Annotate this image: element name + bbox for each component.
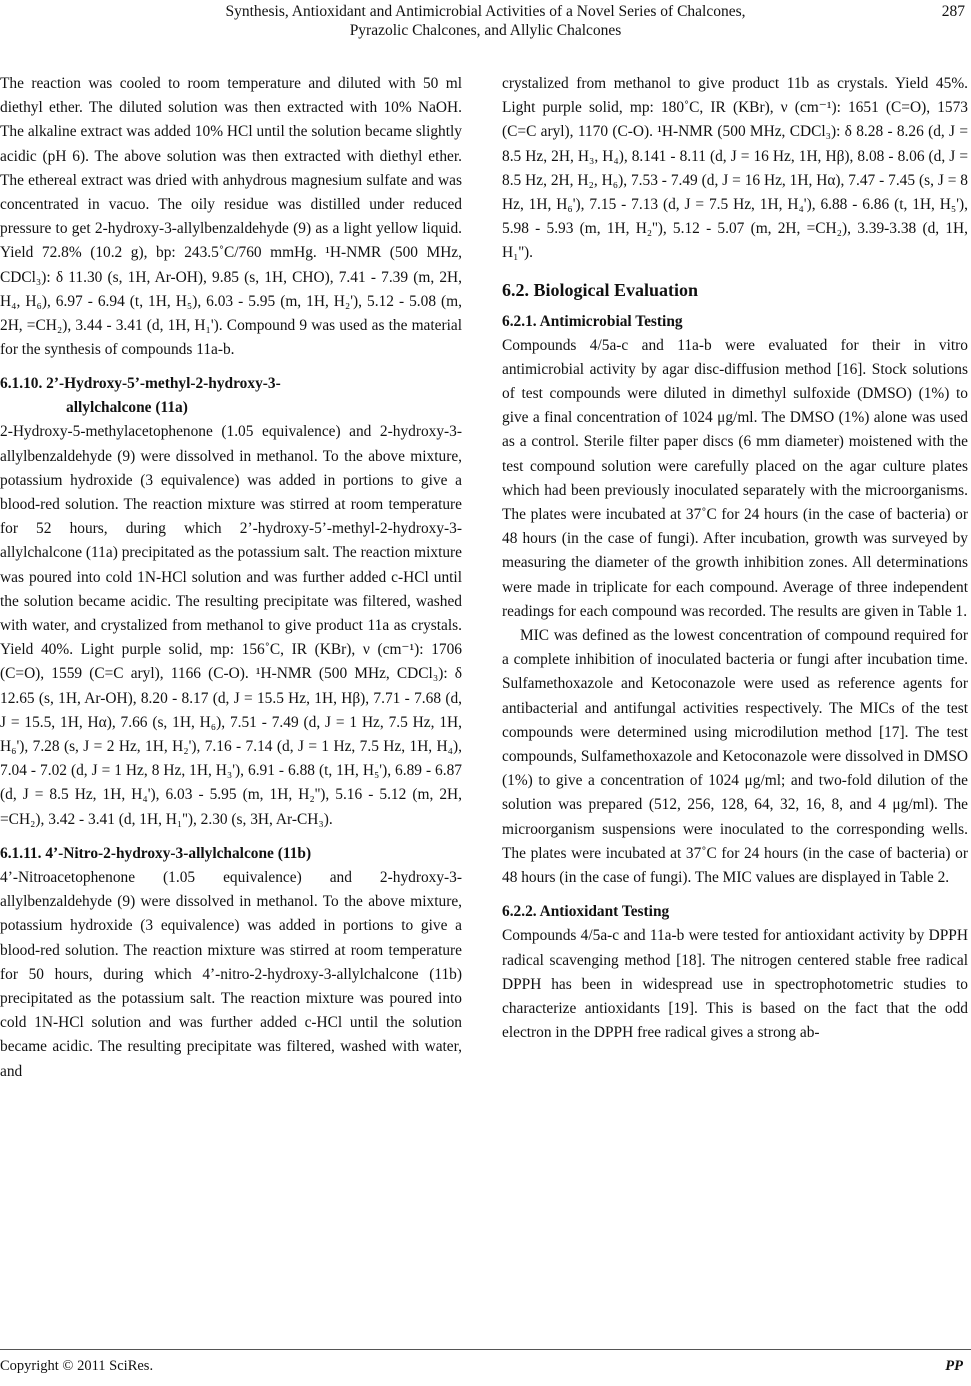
page-number: 287	[941, 3, 965, 20]
running-title-line-1: Synthesis, Antioxidant and Antimicrobial Activities of a Novel Series of Chalcones,	[225, 3, 746, 20]
section-heading-6-2: 6.2. Biological Evaluation	[502, 279, 699, 300]
paragraph-aldehyde-9: The reaction was cooled to room temperature and diluted with 50 ml diethyl ether. The diluted solution was then extracted with 10% NaOH. The alkaline extract was added 10% HCl until the solution became slightly acidic (pH 6). The above solution was then extracted with diethyl ether. The ethereal extract was dried with anhydrous magnesium sulfate and was concentrated in vacuo. The oily residue was distilled under reduced pressure to get 2-hydroxy-3-allylbenzaldehyde (9) as a light yellow liquid. Yield 72.8% (10.2 g), bp: 243.5˚C/760 mmHg. ¹H-NMR (500 MHz, CDCl₃): δ 11.30 (s, 1H, Ar-OH), 9.85 (s, 1H, CHO), 7.41 - 7.39 (m, 2H, H₄, H₆), 6.97 - 6.94 (t, 1H, H₅), 6.03 - 5.95 (m, 1H, H₂'), 5.12 - 5.08 (m, 2H, =CH₂), 3.44 - 3.41 (d, 1H, H₁'). Compound 9 was used as the material for the synthesis of compounds 11a-b.	[0, 75, 462, 359]
section-heading-6-2-2: 6.2.2. Antioxidant Testing	[502, 903, 670, 921]
paragraph-mic-definition: MIC was defined as the lowest concentration of compound required for a complete inhibition of inoculated bacteria or fungi after incubation time. Sulfamethoxazole and Ketoconazole were used as reference agents for antibacterial and antifungal activities respectively. The MICs of the test compounds were determined using microdilution method [17]. The test compounds, Sulfamethoxazole and Ketoconazole were dissolved in DMSO (1%) to give a concentration of 1024 μg/ml; and two-fold dilution of the solution was prepared (512, 256, 128, 64, 32, 16, 8, and 4 μg/ml). The microorganism suspensions were inoculated to the corresponding wells. The plates were incubated at 37˚C for 24 hours (in the case of bacteria) or 48 hours (in the case of fungi). The MIC values are displayed in Table 2.	[502, 627, 968, 887]
paragraph-antimicrobial-testing: Compounds 4/5a-c and 11a-b were evaluated for their in vitro antimicrobial activity by agar disc-diffusion method [16]. Stock solutions of test compounds were diluted in dimethyl sulfoxide (DMSO) (1%) to give a final concentration of 1024 μg/ml. The DMSO (1%) alone was used as a control. Sterile filter paper discs (6 mm diameter) moistened with the test compound solution were carefully placed on the agar culture plates which had been previously inoculated separately with the microorganisms. The plates were incubated at 37˚C for 24 hours (in the case of bacteria) or 48 hours (in the case of fungi). After incubation, growth was surveyed by measuring the diameter of the growth inhibition zones. All determinations were made in triplicate for each compound. Average of three independent readings for each compound was recorded. The results are given in Table 1.	[502, 336, 968, 620]
running-header	[0, 2, 971, 42]
journal-abbreviation: PP	[945, 1358, 963, 1374]
paragraph-chalcone-11a: 2-Hydroxy-5-methylacetophenone (1.05 equivalence) and 2-hydroxy-3-allylbenzaldehyde (9) were dissolved in methanol. To the above mixture, potassium hydroxide (3 equivalence) was added in portions to give a blood-red solution. The reaction mixture was stirred at room temperature for 52 hours, during which 2’-hydroxy-5’-methyl-2-hydroxy-3-allylchalcone (11a) precipitated as the potassium salt. The reaction mixture was poured into cold 1N-HCl solution and was further added c-HCl until the solution became acidic. The resulting precipitate was filtered, washed with water, and crystalized from methanol to give product 11a as crystals. Yield 40%. Light purple solid, mp: 156˚C, IR (KBr), ν (cm⁻¹): 1706 (C=O), 1559 (C=C aryl), 1166 (C-O). ¹H-NMR (500 MHz, CDCl₃): δ 12.65 (s, 1H, Ar-OH), 8.20 - 8.17 (d, J = 15.5 Hz, 1H, Hβ), 7.71 - 7.68 (d, J = 15.5, 1H, Hα), 7.66 (s, 1H, H₆), 7.51 - 7.49 (d, J = 1 Hz, 7.5 Hz, 1H, H₆'), 7.28 (s, J = 2 Hz, 1H, H₂'), 7.16 - 7.14 (d, J = 1 Hz, 7.5 Hz, 1H, H₄), 7.04 - 7.02 (d, J = 1 Hz, 8 Hz, 1H, H₃'), 6.91 - 6.88 (t, 1H, H₅'), 6.89 - 6.87 (d, J = 8.5 Hz, 1H, H₄'), 6.03 - 5.95 (m, 1H, H₂''), 5.16 - 5.12 (m, 2H, =CH₂), 3.42 - 3.41 (d, 1H, H₁''), 2.30 (s, 3H, Ar-CH₃).	[0, 423, 462, 828]
right-column	[502, 72, 968, 1045]
running-title-line-2: Pyrazolic Chalcones, and Allylic Chalcones	[349, 22, 622, 39]
heading-6-1-10-line-2: allylchalcone (11a)	[66, 399, 188, 417]
left-column	[0, 72, 462, 1084]
section-heading-6-2-1: 6.2.1. Antimicrobial Testing	[502, 312, 683, 330]
section-heading-6-1-11: 6.1.11. 4’-Nitro-2-hydroxy-3-allylchalcone (11b)	[0, 844, 312, 862]
paragraph-chalcone-11b: 4’-Nitroacetophenone (1.05 equivalence) and 2-hydroxy-3-allylbenzaldehyde (9) were dissolved in methanol. To the above mixture, potassium hydroxide (3 equivalence) was added in portions to give a blood-red solution. The reaction mixture was stirred at room temperature for 50 hours, during which 4’-nitro-2-hydroxy-3-allylchalcone (11b) precipitated as the potassium salt. The reaction mixture was poured into cold 1N-HCl solution and was further added c-HCl until the solution became acidic. The resulting precipitate was filtered, washed with water, and	[0, 868, 462, 1080]
paragraph-11b-continued: crystalized from methanol to give product 11b as crystals. Yield 45%. Light purple solid, mp: 180˚C, IR (KBr), ν (cm⁻¹): 1651 (C=O), 1573 (C=C aryl), 1170 (C-O). ¹H-NMR (500 MHz, CDCl₃): δ 8.28 - 8.26 (d, J = 8.5 Hz, 2H, H₃, H₄), 8.141 - 8.11 (d, J = 16 Hz, 1H, Hβ), 8.08 - 8.06 (d, J = 8.5 Hz, 2H, H₂, H₆), 7.53 - 7.49 (d, J = 16 Hz, 1H, Hα), 7.47 - 7.45 (s, J = 8 Hz, 1H, H₆'), 7.15 - 7.13 (d, J = 7.5 Hz, 1H, H₄'), 6.88 - 6.86 (t, 1H, H₅'), 5.98 - 5.93 (m, 1H, H₂''), 5.12 - 5.07 (m, 2H, =CH₂), 3.39-3.38 (d, 1H, H₁'').	[502, 75, 968, 262]
copyright-notice: Copyright © 2011 SciRes.	[0, 1358, 154, 1374]
footer-divider	[0, 1349, 971, 1350]
section-heading-6-1-10	[0, 372, 462, 420]
paragraph-antioxidant-testing: Compounds 4/5a-c and 11a-b were tested for antioxidant activity by DPPH radical scavenging method [18]. The nitrogen centered stable free radical DPPH has been in widespread use in spectrophotometric studies to characterize antioxidants [19]. This is based on the fact that the odd electron in the DPPH free radical gives a strong ab-	[502, 927, 968, 1042]
heading-6-1-10-line-1: 6.1.10. 2’-Hydroxy-5’-methyl-2-hydroxy-3-	[0, 375, 281, 393]
